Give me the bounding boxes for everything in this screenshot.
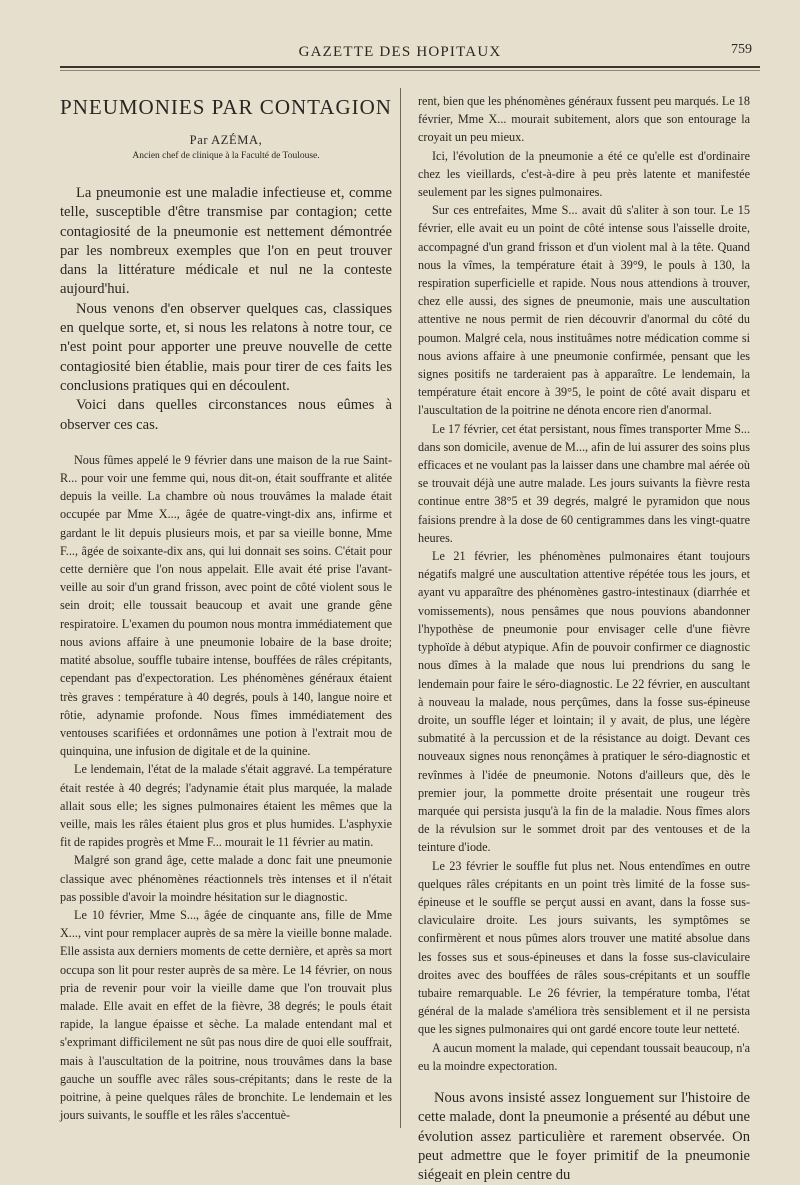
body-paragraph: Le 21 février, les phénomènes pulmonaires étant toujours négatifs malgré une auscultation attentive répétée tous les jours, et ayant vu apparaître des phénomènes gastro-intestinaux (diarrhée et vomissements), nous pensâmes que nous pouvions abandonner l'hypothèse de pneumonie pour envisager celle d'une fièvre typhoïde à début atypique. Afin de pouvoir confirmer ce diagnostic nous dîmes à la malade que nous lui prendrions du sang le lendemain pour faire le séro-diagnostic. Le 22 février, en auscultant à nouveau la malade, nous perçûmes, dans la fosse sus-épineuse droite, un souffle léger et lointain; il y avait, de plus, une légère submatité à la percussion et de la résistance au doigt. Devant ces nouveaux signes nous renonçâmes à pratiquer le séro-diagnostic et revînmes à l'idée de pneumonie. Notons d'ailleurs que, dès le premier jour, la pommette droite présentait une rougeur très marquée qui persista jusqu'à la fin de la maladie. Nous fîmes alors de la révulsion sur le sommet droit par des ventouses et de la teinture d'iode. xyxy=(418,549,750,855)
body-paragraph: Le lendemain, l'état de la malade s'était aggravé. La température était restée à 40 degrés; l'adynamie était plus marquée, la malade allait sous elle; les signes pulmonaires étaient les mêmes que la veille, mais les râles étaient plus gros et plus humides. L'asphyxie fit de rapides progrès et Mme F... mourait le 11 février au matin. xyxy=(60,762,392,850)
body-paragraph: Malgré son grand âge, cette malade a donc fait une pneumonie classique avec phénomènes réactionnels très intenses et il n'était pas possible d'avoir la moindre hésitation sur le diagnostic. xyxy=(60,853,392,904)
running-title: GAZETTE DES HOPITAUX xyxy=(298,44,502,60)
article-body-left xyxy=(60,451,392,1125)
body-paragraph: Sur ces entrefaites, Mme S... avait dû s'aliter à son tour. Le 15 février, elle avait eu un point de côté intense sous l'aisselle droite, accompagné d'un grand frisson et d'un violent mal à la tête. Quand nous la vîmes, la température était à 39°9, le pouls à 130, la respiration superficielle et rapide. Nous nous attendions à trouver, chez elle aussi, des signes de pneumonie, mais une auscultation attentive ne nous permit de rien découvrir d'anormal du côté du poumon. Malgré cela, nous instituâmes notre médication comme si nous avions affaire à une pneumonie confirmée, pensant que les signes positifs ne tarderaient pas à apparaître. Le lendemain, la température était encore à 39°5, le point de côté avait disparu et l'auscultation de la poitrine ne dénota encore rien d'anormal. xyxy=(418,203,750,418)
column-divider xyxy=(400,88,401,1128)
author-byline: Par AZÉMA, xyxy=(189,133,263,147)
author-affiliation: Ancien chef de clinique à la Faculté de Toulouse. xyxy=(132,151,320,161)
header-rule-thin xyxy=(60,70,760,71)
article-body-right xyxy=(418,92,750,1075)
article-title: PNEUMONIES PAR CONTAGION xyxy=(60,95,392,119)
left-column xyxy=(60,92,392,1124)
intro-paragraph: La pneumonie est une maladie infectieuse et, comme telle, susceptible d'être transmise par contagion; cette contagiosité de la pneumonie est nettement démontrée par les nombreux exemples que l'on en peut trouver dans la littérature médicale et nul ne la conteste aujourd'hui. xyxy=(60,185,392,298)
discussion-lead xyxy=(418,1089,750,1185)
continuation-text: rent, bien que les phénomènes généraux fussent peu marqués. Le 18 février, Mme X... mourait subitement, alors que son entourage la croyait un peu mieux. xyxy=(418,94,750,145)
body-paragraph: Le 10 février, Mme S..., âgée de cinquante ans, fille de Mme X..., vint pour remplacer auprès de sa mère la vieille bonne malade. Elle assista aux derniers moments de cette dernière, et après sa mort occupa son lit pour rester auprès de sa mère. Le 14 février, on nous pria de revenir pour voir la vieille dame que l'on trouvait plus malade. Elle avait en effet de la fièvre, 38 degrés; le pouls était rapide, la langue épaisse et sèche. La malade entendant mal et s'exprimant difficilement ne sût pas nous dire de quoi elle souffrait, mais à l'auscultation de la poitrine, nous trouvâmes dans la base gauche un souffle avec râles sous-crépitants; dans le reste de la poitrine, à peine quelques râles de bronchite. Le lendemain et les jours suivants, le souffle et les râles s'accentuè- xyxy=(60,907,392,1123)
body-paragraph: Le 23 février le souffle fut plus net. Nous entendîmes en outre quelques râles crépitants en un point très limité de la fosse sus-épineuse et le souffle se perçut aussi en avant, dans la fosse sus-claviculaire droite. Les jours suivants, les symptômes se confirmèrent et nous pûmes alors trouver une matité absolue dans les fosses sus et sous-épineuses et dans la fosse sus-claviculaire droites avec des bouffées de râles sous-crépitants et un souffle tubaire remarquable. Le 26 février, la température tomba, l'état général de la malade s'améliora très sensiblement et il ne persista que les signes pulmonaires qui ont gardé encore toute leur netteté. xyxy=(418,858,750,1037)
intro-paragraph: Nous venons d'en observer quelques cas, classiques en quelque sorte, et, si nous les relatons à notre tour, ce n'est point pour apporter une preuve nouvelle de cette contagiosité bien établie, mais pour tirer de ces faits les conclusions pratiques qui en découlent. xyxy=(60,300,392,394)
intro-paragraph: Voici dans quelles circonstances nous eûmes à observer ces cas. xyxy=(60,397,392,433)
body-paragraph: Ici, l'évolution de la pneumonie a été ce qu'elle est d'ordinaire chez les vieillards, c'est-à-dire à peu près latente et manifestée seulement par les signes pulmonaires. xyxy=(418,148,750,200)
body-paragraph: A aucun moment la malade, qui cependant toussait beaucoup, n'a eu la moindre expectoration. xyxy=(418,1040,750,1073)
page-number: 759 xyxy=(731,42,752,57)
article-intro xyxy=(60,184,392,435)
discussion-paragraph: Nous avons insisté assez longuement sur l'histoire de cette malade, dont la pneumonie a présenté au début une évolution assez particulière et rarement observée. On peut admettre que le foyer primitif de la pneumonie siégeait en plein centre du xyxy=(418,1089,750,1184)
header-rule xyxy=(60,66,760,68)
right-column xyxy=(418,92,750,1185)
body-paragraph: Nous fûmes appelé le 9 février dans une maison de la rue Saint-R... pour voir une femme qui, nous dit-on, était souffrante et alitée depuis la veille. La chambre où nous trouvâmes la malade était occupée par Mme X..., âgée de quatre-vingt-dix ans, infirme et gardant le lit depuis plusieurs mois, et par sa vieille bonne, Mme F..., âgée de soixante-dix ans, qui lui donnait ses soins. C'était pour cette dernière que l'on nous appelait. Elle avait été prise l'avant-veille au soir d'un grand frisson, avec point de côté violent sous le sein droit; elle toussait beaucoup et avait une grande gêne respiratoire. L'examen du poumon nous montra immédiatement que nous avions affaire à une pneumonie lobaire de la base droite; matité absolue, souffle tubaire intense, bouffées de râles crépitants, cependant pas d'expectoration. Les phénomènes généraux étaient très graves : température à 40 degrés, pouls à 140, langue noire et rôtie, adynamie profonde. Nous fîmes immédiatement des ventouses scarifiées et ordonnâmes une potion à l'extrait mou de quinquina, une infusion de digitale et de la quinine. xyxy=(60,452,392,759)
body-paragraph: Le 17 février, cet état persistant, nous fîmes transporter Mme S... dans son domicile, avenue de M..., afin de lui assurer des soins plus efficaces et ne voulant pas la laisser dans une chambre mal aérée où se trouvait déjà une autre malade. Les jours suivants la fièvre resta continue entre 38°5 et 39 degrés, malgré le pyramidon que nous faisions prendre à la dose de 60 centigrammes dans les vingt-quatre heures. xyxy=(418,421,750,545)
